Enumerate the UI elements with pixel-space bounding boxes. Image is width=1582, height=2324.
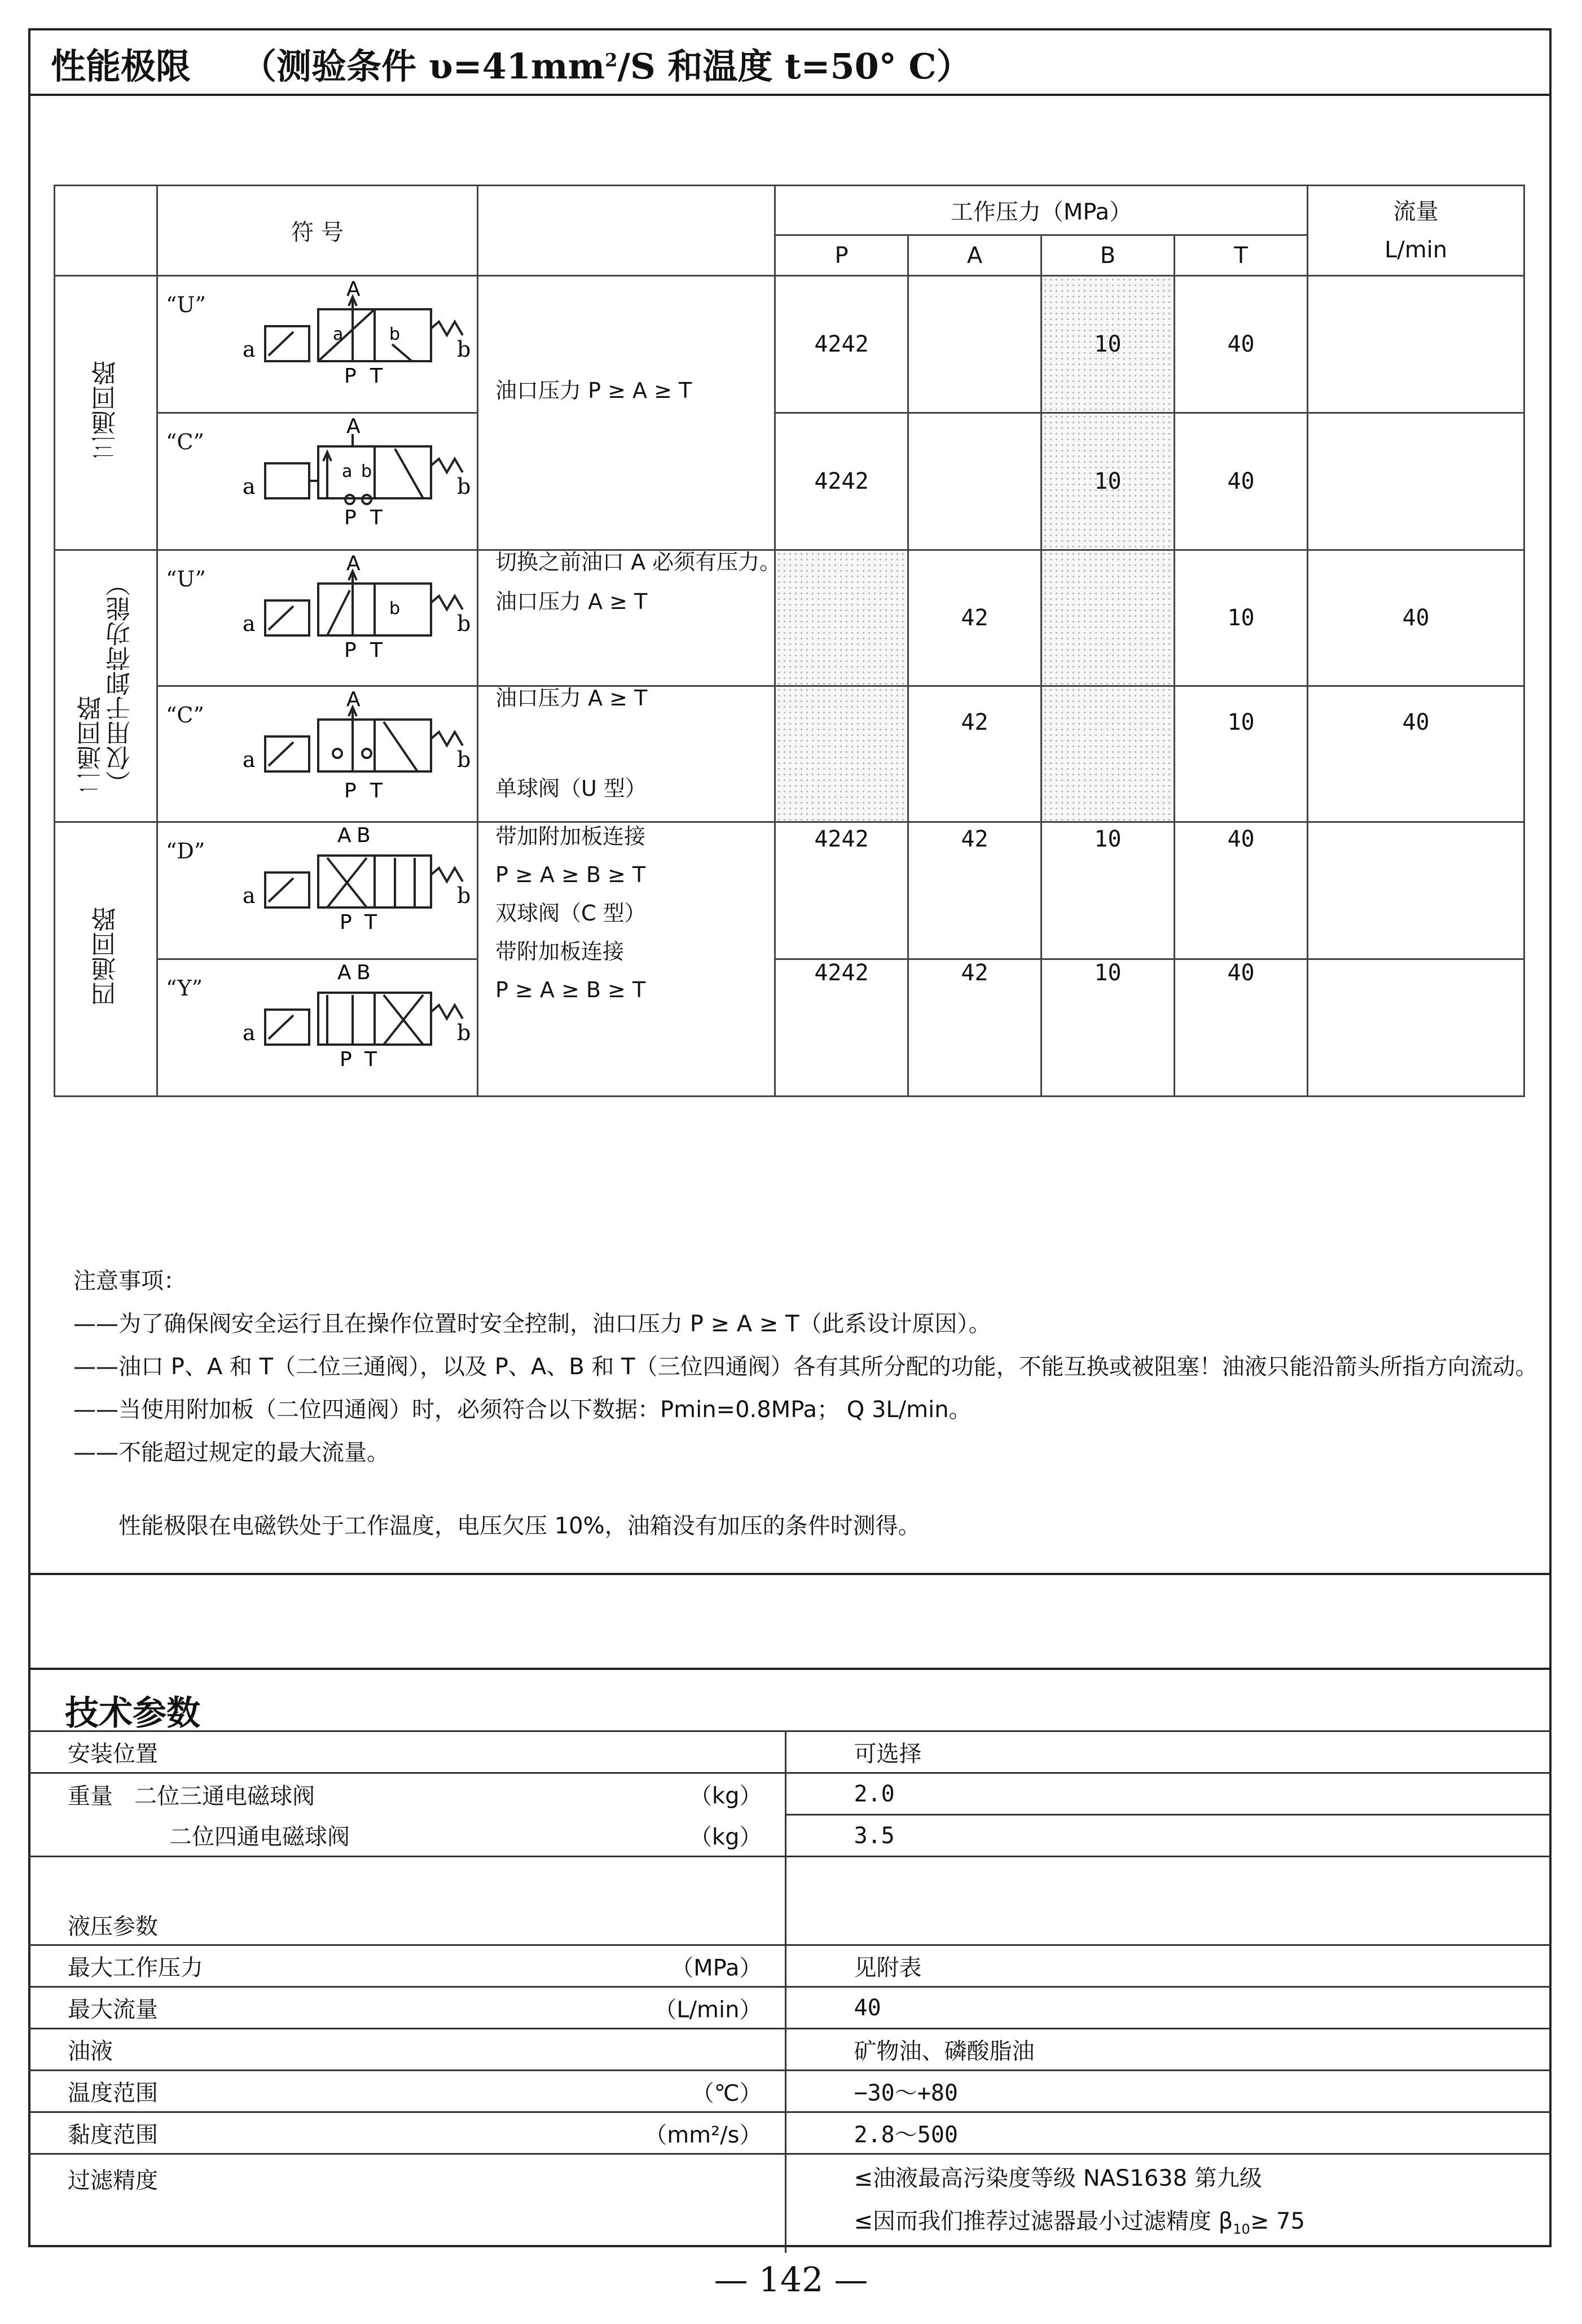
svg-text:b: b <box>361 462 372 481</box>
weight-label: 重量 <box>68 1783 113 1809</box>
condition-three-way: 油口压力 P ≥ A ≥ T <box>478 276 775 550</box>
symbol-cell <box>157 550 478 686</box>
valve-symbol-icon <box>158 823 478 958</box>
valve-code: “Y” <box>166 976 203 1001</box>
cell-flow <box>1308 959 1524 1097</box>
symbol-cell <box>157 822 478 959</box>
unit-celsius: （℃） <box>691 2080 762 2106</box>
cell-a: 42 <box>908 959 1042 1097</box>
port-a-header: A <box>908 235 1042 276</box>
cell-flow <box>1308 822 1524 959</box>
note-item: ——油口 P、A 和 T（二位三通阀），以及 P、A、B 和 T（三位四通阀）各有其所分配的功能，不能互换或被阻塞！油液只能沿箭头所指方向流动。 <box>73 1354 1538 1380</box>
title-main: 性能极限 <box>51 46 191 87</box>
filter-value-2: ≤因而我们推荐过滤器最小过滤精度 $\beta_{10}\ge 75$ <box>854 2208 1305 2237</box>
cell-flow: 40 <box>1308 686 1524 822</box>
group-two-way: 二通回路（仅用于卸荷功能） <box>55 550 157 822</box>
svg-text:b: b <box>457 474 471 499</box>
filter-value <box>785 2154 1552 2253</box>
unit-kg: （kg） <box>689 1783 762 1809</box>
weight-row <box>28 1815 785 1857</box>
cell-p <box>775 686 908 822</box>
performance-table <box>54 185 1525 1097</box>
test-remark: 性能极限在电磁铁处于工作温度，电压欠压 10%，油箱没有加压的条件时测得。 <box>118 1513 921 1539</box>
svg-text:P: P <box>344 779 357 803</box>
temp-value: −30～+80 <box>785 2071 1552 2112</box>
valve-symbol-icon <box>158 277 478 412</box>
divider <box>28 94 1552 96</box>
svg-text:P: P <box>340 911 352 934</box>
symbol-cell <box>157 686 478 822</box>
cell-b: 10 <box>1042 959 1175 1097</box>
port-b-header: B <box>1042 235 1175 276</box>
valve-symbol-icon <box>158 687 478 821</box>
note-item: ——为了确保阀安全运行且在操作位置时安全控制，油口压力 P ≥ A ≥ T（此系设计原因）。 <box>73 1311 991 1337</box>
divider <box>28 1668 1552 1670</box>
svg-text:b: b <box>389 325 401 344</box>
weight-4way-value: 3.5 <box>785 1815 1552 1857</box>
svg-text:b: b <box>457 747 471 772</box>
filter-value-1: ≤油液最高污染度等级 NAS1638 第九级 <box>854 2165 1262 2191</box>
symbol-cell <box>157 276 478 413</box>
svg-text:b: b <box>457 611 471 636</box>
notes-heading: 注意事项： <box>73 1268 186 1294</box>
svg-text:A: A <box>346 552 361 575</box>
weight-4way: 二位四通电磁球阀 <box>169 1824 350 1851</box>
header-flow <box>1308 186 1524 276</box>
cell-p: 4242 <box>775 822 908 959</box>
cell-t: 40 <box>1175 822 1308 959</box>
tech-params-table <box>28 1730 1552 2253</box>
valve-code: “D” <box>166 839 205 863</box>
valve-code: “U” <box>166 292 206 317</box>
valve-code: “C” <box>166 429 204 454</box>
svg-text:P: P <box>344 639 357 662</box>
weight-3way: 二位三通电磁球阀 <box>134 1783 315 1809</box>
cell-a <box>908 413 1042 550</box>
svg-text:a: a <box>342 462 353 481</box>
cell-p <box>775 550 908 686</box>
install-value: 可选择 <box>785 1731 1552 1773</box>
visc-row: 黏度范围 （mm²/s） <box>28 2112 785 2154</box>
svg-text:B: B <box>357 961 371 984</box>
fluid-label: 油液 <box>28 2029 785 2071</box>
flow-unit: L/min <box>1384 236 1448 263</box>
cell-a: 42 <box>908 686 1042 822</box>
svg-text:b: b <box>457 883 471 908</box>
cell-b <box>1042 686 1175 822</box>
cell-p: 4242 <box>775 959 908 1097</box>
cell-b <box>1042 550 1175 686</box>
cell-b: 10 <box>1042 413 1175 550</box>
svg-text:a: a <box>243 747 256 772</box>
header-blank <box>55 186 157 276</box>
svg-text:A: A <box>337 824 351 847</box>
port-t-header: T <box>1175 235 1308 276</box>
temp-row: 温度范围 （℃） <box>28 2071 785 2112</box>
cell-flow <box>1308 276 1524 413</box>
unit-mpa: （MPa） <box>671 1955 762 1981</box>
cell-b: 10 <box>1042 276 1175 413</box>
cell-t: 40 <box>1175 413 1308 550</box>
divider <box>28 1573 1552 1575</box>
cell-t: 10 <box>1175 550 1308 686</box>
group-four-way: 四通回路 <box>55 822 157 1097</box>
valve-code: “C” <box>166 703 204 727</box>
svg-text:T: T <box>370 365 383 388</box>
note-item: ——当使用附加板（二位四通阀）时，必须符合以下数据：Pmin=0.8MPa； Q 3L/min。 <box>73 1397 972 1423</box>
svg-text:P: P <box>340 1048 352 1071</box>
cell-flow <box>1308 413 1524 550</box>
tech-title: 技术参数 <box>65 1694 200 1733</box>
max-pressure-row: 最大工作压力 （MPa） <box>28 1945 785 1987</box>
notes <box>73 1260 1538 1474</box>
header-symbol: 符 号 <box>157 186 478 276</box>
svg-text:a: a <box>243 883 256 908</box>
svg-text:B: B <box>357 824 371 847</box>
svg-text:a: a <box>243 611 256 636</box>
svg-text:T: T <box>364 911 377 934</box>
max-flow-row: 最大流量 （L/min） <box>28 1987 785 2029</box>
max-pressure-value: 见附表 <box>785 1945 1552 1987</box>
cell-p: 4242 <box>775 413 908 550</box>
svg-text:P: P <box>344 506 357 529</box>
svg-text:P: P <box>344 365 357 388</box>
valve-symbol-icon <box>158 414 478 549</box>
valve-symbol-icon <box>158 960 478 1095</box>
page-number: — 142 — <box>714 2260 868 2300</box>
port-p-header: P <box>775 235 908 276</box>
unit-mm2s: （mm²/s） <box>644 2122 762 2148</box>
header-pressure: 工作压力（MPa） <box>775 186 1308 235</box>
svg-text:T: T <box>370 779 383 803</box>
hydraulic-value <box>785 1857 1552 1945</box>
svg-text:A: A <box>346 415 361 438</box>
section-title <box>51 38 972 89</box>
svg-text:b: b <box>457 1020 471 1045</box>
svg-text:b: b <box>457 337 471 362</box>
svg-text:a: a <box>243 474 256 499</box>
header-condition <box>478 186 775 276</box>
unit-lmin: （L/min） <box>654 1997 762 2023</box>
max-flow-value: 40 <box>785 1987 1552 2029</box>
cell-b: 10 <box>1042 822 1175 959</box>
condition-four-way: 带加附加板连接 P ≥ A ≥ B ≥ T 双球阀（C 型） 带附加板连接 P ≥ A ≥ B ≥ T <box>478 822 775 1097</box>
symbol-cell <box>157 959 478 1097</box>
weight-row <box>28 1773 785 1815</box>
svg-text:a: a <box>333 325 344 344</box>
cell-t: 10 <box>1175 686 1308 822</box>
cell-a: 42 <box>908 550 1042 686</box>
svg-text:b: b <box>389 599 401 619</box>
svg-text:A: A <box>337 961 351 984</box>
cell-p: 4242 <box>775 276 908 413</box>
svg-text:a: a <box>243 337 256 362</box>
fluid-value: 矿物油、磷酸脂油 <box>785 2029 1552 2071</box>
unit-kg: （kg） <box>689 1824 762 1851</box>
cell-t: 40 <box>1175 276 1308 413</box>
symbol-cell <box>157 413 478 550</box>
note-item: ——不能超过规定的最大流量。 <box>73 1440 389 1466</box>
condition-two-way-2: 油口压力 A ≥ T 单球阀（U 型） <box>478 686 775 822</box>
hydraulic-label: 液压参数 <box>28 1857 785 1945</box>
condition-two-way-1: 切换之前油口 A 必须有压力。 油口压力 A ≥ T <box>478 550 775 686</box>
svg-text:T: T <box>364 1048 377 1071</box>
visc-value: 2.8～500 <box>785 2112 1552 2154</box>
svg-text:A: A <box>346 688 361 711</box>
weight-3way-value: 2.0 <box>785 1773 1552 1815</box>
filter-label: 过滤精度 <box>28 2154 785 2253</box>
cell-a <box>908 276 1042 413</box>
svg-text:T: T <box>370 639 383 662</box>
install-label: 安装位置 <box>28 1731 785 1773</box>
flow-label: 流量 <box>1393 198 1439 225</box>
title-condition: （测验条件 $\upsilon=41mm^2/S$ 和温度 t=50° C） <box>241 46 972 87</box>
svg-text:a: a <box>243 1020 256 1045</box>
valve-code: “U” <box>166 567 206 591</box>
svg-text:A: A <box>346 278 361 301</box>
valve-symbol-icon <box>158 551 478 685</box>
cell-a: 42 <box>908 822 1042 959</box>
cell-t: 40 <box>1175 959 1308 1097</box>
group-three-way: 三通回路 <box>55 276 157 550</box>
cell-flow: 40 <box>1308 550 1524 686</box>
svg-text:T: T <box>370 506 383 529</box>
